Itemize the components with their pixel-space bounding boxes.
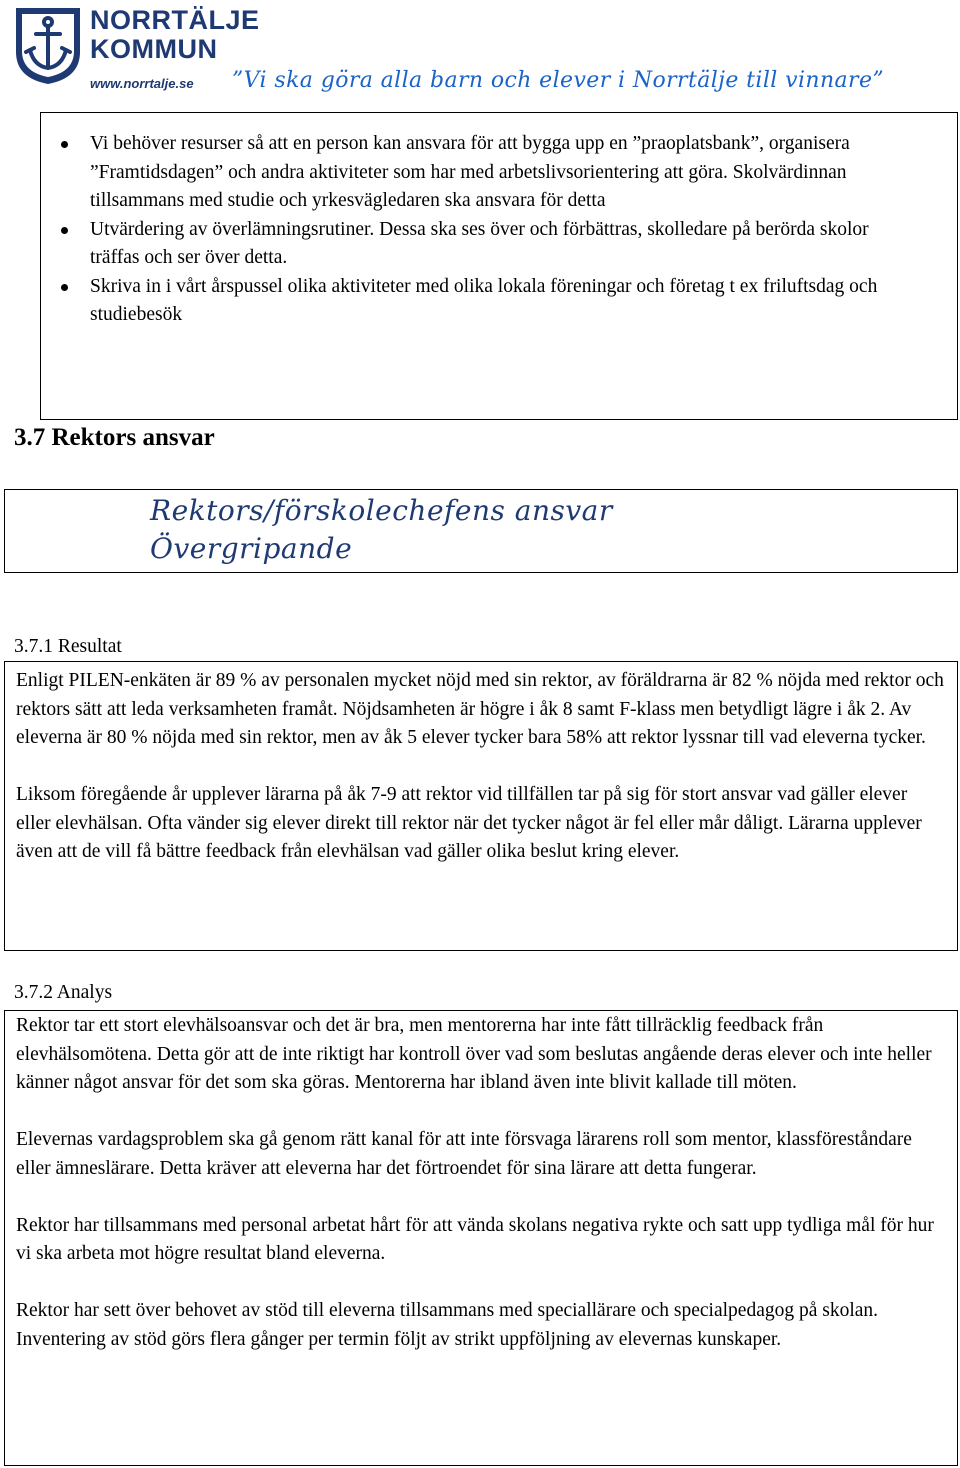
bullet-text: Vi behöver resurser så att en person kan ansvara för att bygga upp en ”praoplatsbank”, organisera ”Framtidsdagen” och andra aktiviteter som har med arbetslivsorientering att göra. Skolvärdinnan tillsammans med studie och yrkesvägledaren ska ansvara för detta xyxy=(90,133,850,211)
bullet-text: Utvärdering av överlämningsrutiner. Dessa ska ses över och förbättras, skolledare på berörda skolor träffas och ser över detta. xyxy=(90,218,869,268)
bullet-dot-icon xyxy=(61,227,68,234)
bullet-dot-icon xyxy=(61,284,68,291)
logo-name-line2: KOMMUN xyxy=(90,34,218,64)
script-heading-line1: Rektors/förskolechefens ansvar xyxy=(150,494,613,527)
script-heading-line2: Övergripande xyxy=(150,532,353,565)
bullet-text: Skriva in i vårt årspussel olika aktiviteter med olika lokala föreningar och företag t ex friluftsdag och studiebesök xyxy=(90,275,878,325)
resultat-heading: 3.7.1 Resultat xyxy=(14,636,122,657)
bullet-item xyxy=(40,273,920,330)
resultat-paragraph: Liksom föregående år upplever lärarna på åk 7-9 att rektor vid tillfällen tar på sig för stort ansvar vad gäller elever eller elevhälsan. Ofta vänder sig elever direkt till rektor när det tycker något är fel eller mår dåligt. Lärarna upplever även att de vill få bättre feedback från elevhälsan vad gäller olika beslut kring elever. xyxy=(16,784,922,862)
analys-paragraph: Rektor har sett över behovet av stöd till eleverna tillsammans med speciallärare och specialpedagog på skolan. Inventering av stöd görs flera gånger per termin följt av strikt uppföljning av elevernas kunskaper. xyxy=(16,1300,879,1350)
analys-paragraph: Rektor har tillsammans med personal arbetat hårt för att vända skolans negativa rykte och satt upp tydliga mål för hur vi ska arbeta mot högre resultat bland eleverna. xyxy=(16,1214,934,1264)
bullet-item xyxy=(40,130,920,216)
logo-name-line1: NORRTÄLJE xyxy=(90,5,260,35)
analys-body xyxy=(16,1012,946,1354)
bullet-dot-icon xyxy=(61,141,68,148)
logo-url[interactable]: www.norrtalje.se xyxy=(90,76,194,91)
logo-name xyxy=(90,6,260,64)
section-heading: 3.7 Rektors ansvar xyxy=(14,424,215,451)
resultat-body xyxy=(16,667,946,867)
bullet-item xyxy=(40,216,920,273)
analys-paragraph: Rektor tar ett stort elevhälsoansvar och det är bra, men mentorerna har inte fått tillräcklig feedback från elevhälsomötena. Detta gör att de inte riktigt har kontroll över vad som beslutas angående deras elever och inte heller känner något ansvar för det som ska göras. Mentorerna har ibland även inte blivit kallade till möten. xyxy=(16,1015,932,1093)
analys-heading: 3.7.2 Analys xyxy=(14,982,113,1003)
slogan: ”Vi ska göra alla barn och elever i Norrtälje till vinnare” xyxy=(232,68,885,93)
analys-paragraph: Elevernas vardagsproblem ska gå genom rätt kanal för att inte försvaga lärarens roll som mentor, klassföreståndare eller ämneslärare. Detta kräver att eleverna har det förtroendet för sina lärare att detta fungerar. xyxy=(16,1129,912,1179)
bullet-list xyxy=(40,130,920,330)
page-header xyxy=(0,0,960,110)
resultat-paragraph: Enligt PILEN-enkäten är 89 % av personalen mycket nöjd med sin rektor, av föräldrarna är 82 % nöjda med rektor och rektors sätt att leda verksamheten framåt. Nöjdsamheten är högre i åk 8 samt F-klass men betydligt lägre i åk 2. Av eleverna är 80 % nöjda med sin rektor, men av åk 5 elever tycker bara 58% att rektor lyssnar till vad eleverna tycker. xyxy=(16,670,944,748)
kommun-logo-icon xyxy=(14,4,82,86)
